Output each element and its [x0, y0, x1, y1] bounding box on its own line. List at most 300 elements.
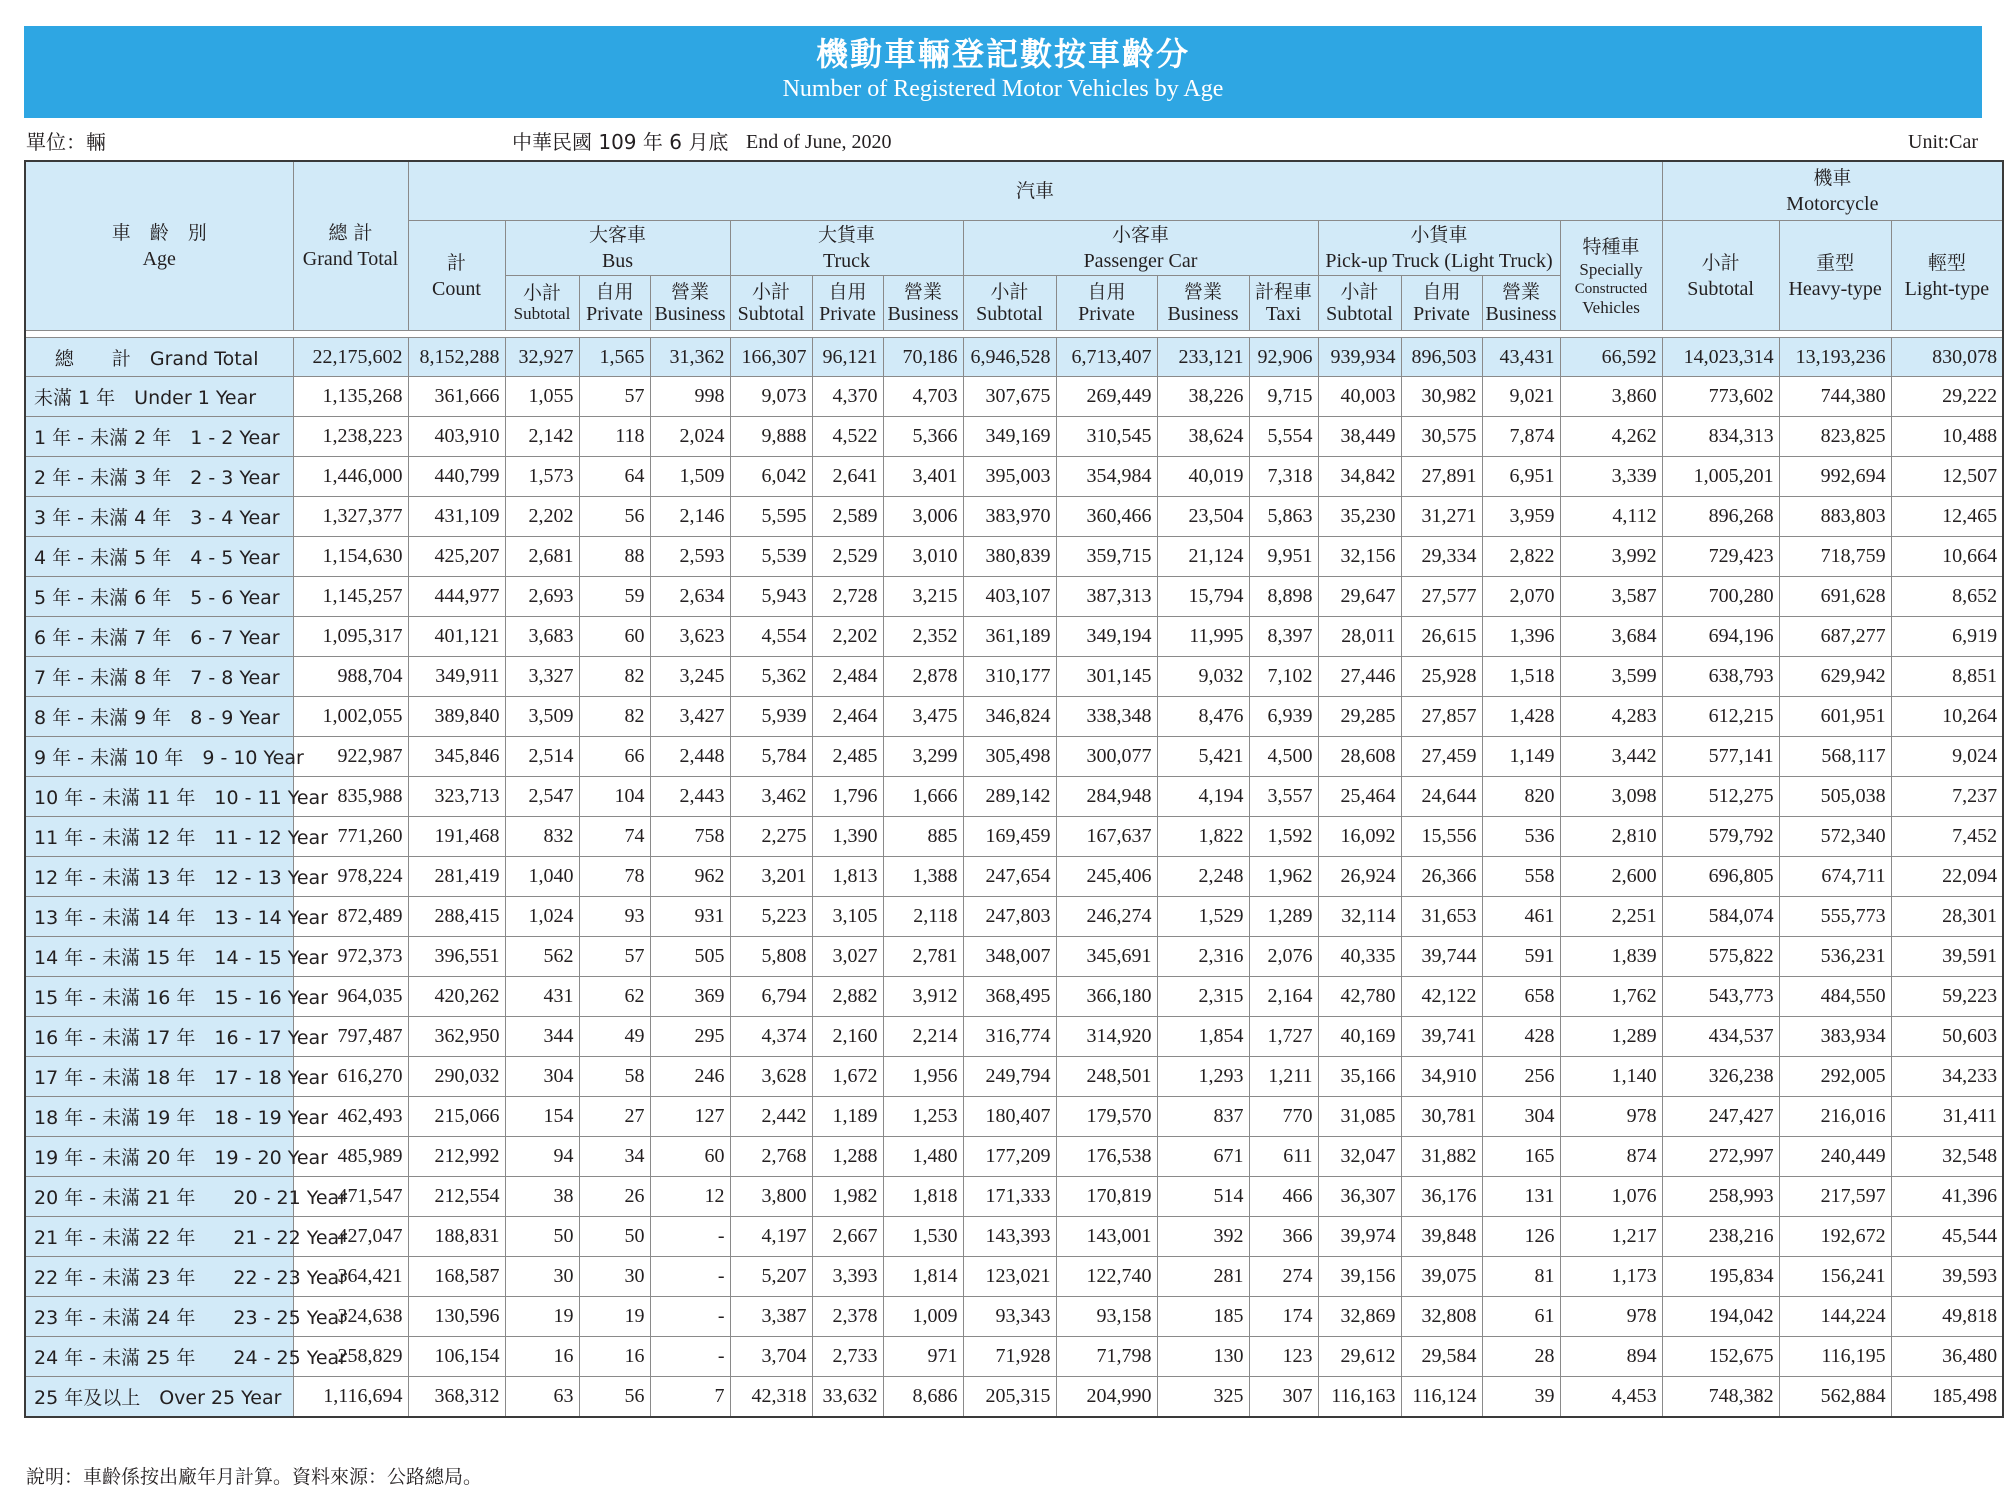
- value-cell: 687,277: [1779, 617, 1891, 657]
- value-cell: 2,024: [650, 417, 730, 457]
- value-cell: 2,681: [505, 537, 579, 577]
- value-cell: 345,691: [1056, 937, 1157, 977]
- value-cell: 170,819: [1056, 1177, 1157, 1217]
- value-cell: 30,982: [1401, 377, 1482, 417]
- age-cell: 11 年 - 未滿 12 年 11 - 12 Year: [25, 817, 293, 857]
- value-cell: 42,780: [1318, 977, 1401, 1017]
- value-cell: 1,480: [883, 1137, 963, 1177]
- value-cell: 2,641: [812, 457, 883, 497]
- value-cell: 348,007: [963, 937, 1056, 977]
- value-cell: 10,664: [1891, 537, 2003, 577]
- value-cell: 32,047: [1318, 1137, 1401, 1177]
- value-cell: 401,121: [408, 617, 505, 657]
- value-cell: 304: [1482, 1097, 1560, 1137]
- header-pickup-private: 自用 Private: [1401, 276, 1482, 331]
- value-cell: 1,592: [1249, 817, 1318, 857]
- value-cell: 31,271: [1401, 497, 1482, 537]
- value-cell: 577,141: [1662, 737, 1779, 777]
- value-cell: 998: [650, 377, 730, 417]
- value-cell: 820: [1482, 777, 1560, 817]
- value-cell: 369: [650, 977, 730, 1017]
- value-cell: 718,759: [1779, 537, 1891, 577]
- age-cell: 19 年 - 未滿 20 年 19 - 20 Year: [25, 1137, 293, 1177]
- value-cell: -: [650, 1217, 730, 1257]
- header-truck-business: 營業 Business: [883, 276, 963, 331]
- table-row: [25, 1137, 2003, 1177]
- value-cell: 2,822: [1482, 537, 1560, 577]
- header-bus: 大客車 Bus: [505, 221, 730, 276]
- value-cell: 24,644: [1401, 777, 1482, 817]
- value-cell: 971: [883, 1337, 963, 1377]
- value-cell: 939,934: [1318, 338, 1401, 377]
- table-row: [25, 577, 2003, 617]
- value-cell: 1,509: [650, 457, 730, 497]
- value-cell: 62: [579, 977, 650, 1017]
- value-cell: 2,781: [883, 937, 963, 977]
- value-cell: 1,289: [1249, 897, 1318, 937]
- value-cell: 16: [505, 1337, 579, 1377]
- value-cell: 35,230: [1318, 497, 1401, 537]
- value-cell: 1,573: [505, 457, 579, 497]
- value-cell: 26: [579, 1177, 650, 1217]
- table-row: [25, 1057, 2003, 1097]
- age-cell: 5 年 - 未滿 6 年 5 - 6 Year: [25, 577, 293, 617]
- value-cell: 274: [1249, 1257, 1318, 1297]
- value-cell: 4,522: [812, 417, 883, 457]
- value-cell: 896,503: [1401, 338, 1482, 377]
- value-cell: 3,427: [650, 697, 730, 737]
- value-cell: 5,366: [883, 417, 963, 457]
- table-row: [25, 617, 2003, 657]
- value-cell: 32,808: [1401, 1297, 1482, 1337]
- value-cell: 27,857: [1401, 697, 1482, 737]
- value-cell: 29,647: [1318, 577, 1401, 617]
- value-cell: 1,009: [883, 1297, 963, 1337]
- value-cell: 34,233: [1891, 1057, 2003, 1097]
- value-cell: 3,587: [1560, 577, 1662, 617]
- header-pickup-subtotal: 小計 Subtotal: [1318, 276, 1401, 331]
- value-cell: 66: [579, 737, 650, 777]
- table-row: [25, 1337, 2003, 1377]
- table-row: [25, 1297, 2003, 1337]
- value-cell: 26,615: [1401, 617, 1482, 657]
- value-cell: 8,652: [1891, 577, 2003, 617]
- value-cell: 167,637: [1056, 817, 1157, 857]
- value-cell: 440,799: [408, 457, 505, 497]
- value-cell: 505: [650, 937, 730, 977]
- value-cell: 116,195: [1779, 1337, 1891, 1377]
- value-cell: 3,339: [1560, 457, 1662, 497]
- value-cell: 2,315: [1157, 977, 1249, 1017]
- value-cell: 368,312: [408, 1377, 505, 1418]
- value-cell: 258,993: [1662, 1177, 1779, 1217]
- value-cell: 2,118: [883, 897, 963, 937]
- value-cell: 8,152,288: [408, 338, 505, 377]
- table-row: [25, 1177, 2003, 1217]
- header-automobile: 汽車: [408, 161, 1662, 221]
- value-cell: 42,122: [1401, 977, 1482, 1017]
- value-cell: 240,449: [1779, 1137, 1891, 1177]
- value-cell: 31,411: [1891, 1097, 2003, 1137]
- value-cell: 3,623: [650, 617, 730, 657]
- value-cell: 56: [579, 497, 650, 537]
- value-cell: 962: [650, 857, 730, 897]
- value-cell: 4,374: [730, 1017, 812, 1057]
- value-cell: 19: [505, 1297, 579, 1337]
- age-cell: 21 年 - 未滿 22 年 21 - 22 Year: [25, 1217, 293, 1257]
- value-cell: 82: [579, 697, 650, 737]
- value-cell: 425,207: [408, 537, 505, 577]
- header-passenger-car: 小客車 Passenger Car: [963, 221, 1318, 276]
- value-cell: 248,501: [1056, 1057, 1157, 1097]
- value-cell: 11,995: [1157, 617, 1249, 657]
- value-cell: 143,393: [963, 1217, 1056, 1257]
- value-cell: 7,237: [1891, 777, 2003, 817]
- unit-zh: 單位：輛: [26, 130, 106, 154]
- age-cell: 16 年 - 未滿 17 年 16 - 17 Year: [25, 1017, 293, 1057]
- value-cell: 562,884: [1779, 1377, 1891, 1418]
- value-cell: 26,924: [1318, 857, 1401, 897]
- value-cell: 2,160: [812, 1017, 883, 1057]
- value-cell: 2,878: [883, 657, 963, 697]
- value-cell: 361,189: [963, 617, 1056, 657]
- value-cell: 194,042: [1662, 1297, 1779, 1337]
- value-cell: 1,956: [883, 1057, 963, 1097]
- value-cell: 82: [579, 657, 650, 697]
- value-cell: 601,951: [1779, 697, 1891, 737]
- value-cell: 258,829: [293, 1337, 408, 1377]
- value-cell: 2,352: [883, 617, 963, 657]
- unit-en: Unit:Car: [1908, 131, 1978, 153]
- value-cell: 658: [1482, 977, 1560, 1017]
- value-cell: 29,285: [1318, 697, 1401, 737]
- value-cell: 555,773: [1779, 897, 1891, 937]
- value-cell: 1,055: [505, 377, 579, 417]
- value-cell: 16: [579, 1337, 650, 1377]
- value-cell: 301,145: [1056, 657, 1157, 697]
- value-cell: 1,002,055: [293, 697, 408, 737]
- value-cell: 28,608: [1318, 737, 1401, 777]
- value-cell: 6,794: [730, 977, 812, 1017]
- value-cell: 562: [505, 937, 579, 977]
- title-en: Number of Registered Motor Vehicles by Age: [782, 76, 1224, 102]
- value-cell: 5,939: [730, 697, 812, 737]
- value-cell: 177,209: [963, 1137, 1056, 1177]
- value-cell: 2,464: [812, 697, 883, 737]
- value-cell: 4,453: [1560, 1377, 1662, 1418]
- value-cell: 36,307: [1318, 1177, 1401, 1217]
- value-cell: 505,038: [1779, 777, 1891, 817]
- value-cell: 168,587: [408, 1257, 505, 1297]
- value-cell: 1,289: [1560, 1017, 1662, 1057]
- header-truck-private: 自用 Private: [812, 276, 883, 331]
- value-cell: 1,145,257: [293, 577, 408, 617]
- value-cell: 872,489: [293, 897, 408, 937]
- value-cell: 389,840: [408, 697, 505, 737]
- value-cell: 34,910: [1401, 1057, 1482, 1097]
- date-zh: 中華民國 109 年 6 月底: [512, 130, 729, 154]
- value-cell: 39,591: [1891, 937, 2003, 977]
- value-cell: 9,073: [730, 377, 812, 417]
- value-cell: 26,366: [1401, 857, 1482, 897]
- age-cell: 23 年 - 未滿 24 年 23 - 25 Year: [25, 1297, 293, 1337]
- value-cell: 2,202: [505, 497, 579, 537]
- value-cell: 3,475: [883, 697, 963, 737]
- value-cell: 3,027: [812, 937, 883, 977]
- value-cell: 2,214: [883, 1017, 963, 1057]
- value-cell: 2,248: [1157, 857, 1249, 897]
- value-cell: 1,854: [1157, 1017, 1249, 1057]
- value-cell: 729,423: [1662, 537, 1779, 577]
- value-cell: 27,577: [1401, 577, 1482, 617]
- value-cell: 269,449: [1056, 377, 1157, 417]
- value-cell: 434,537: [1662, 1017, 1779, 1057]
- value-cell: 3,245: [650, 657, 730, 697]
- value-cell: 188,831: [408, 1217, 505, 1257]
- value-cell: 247,427: [1662, 1097, 1779, 1137]
- value-cell: 29,584: [1401, 1337, 1482, 1377]
- value-cell: 6,939: [1249, 697, 1318, 737]
- header-count: 計 Count: [408, 221, 505, 331]
- value-cell: 70,186: [883, 338, 963, 377]
- value-cell: 2,442: [730, 1097, 812, 1137]
- value-cell: 2,443: [650, 777, 730, 817]
- value-cell: 2,529: [812, 537, 883, 577]
- value-cell: 122,740: [1056, 1257, 1157, 1297]
- value-cell: 29,334: [1401, 537, 1482, 577]
- value-cell: 246: [650, 1057, 730, 1097]
- value-cell: 3,387: [730, 1297, 812, 1337]
- value-cell: 305,498: [963, 737, 1056, 777]
- value-cell: 40,169: [1318, 1017, 1401, 1057]
- value-cell: 978: [1560, 1097, 1662, 1137]
- value-cell: 94: [505, 1137, 579, 1177]
- value-cell: 116,124: [1401, 1377, 1482, 1418]
- age-cell: 14 年 - 未滿 15 年 14 - 15 Year: [25, 937, 293, 977]
- value-cell: 770: [1249, 1097, 1318, 1137]
- value-cell: 233,121: [1157, 338, 1249, 377]
- value-cell: 2,514: [505, 737, 579, 777]
- value-cell: 3,628: [730, 1057, 812, 1097]
- value-cell: 346,824: [963, 697, 1056, 737]
- value-cell: 514: [1157, 1177, 1249, 1217]
- value-cell: 5,554: [1249, 417, 1318, 457]
- value-cell: 4,194: [1157, 777, 1249, 817]
- value-cell: 1,529: [1157, 897, 1249, 937]
- value-cell: 21,124: [1157, 537, 1249, 577]
- value-cell: 3,992: [1560, 537, 1662, 577]
- value-cell: 22,094: [1891, 857, 2003, 897]
- value-cell: 27,459: [1401, 737, 1482, 777]
- value-cell: 3,557: [1249, 777, 1318, 817]
- value-cell: 215,066: [408, 1097, 505, 1137]
- value-cell: 1,005,201: [1662, 457, 1779, 497]
- value-cell: 50: [579, 1217, 650, 1257]
- value-cell: 290,032: [408, 1057, 505, 1097]
- age-cell: 未滿 1 年 Under 1 Year: [25, 377, 293, 417]
- value-cell: 2,164: [1249, 977, 1318, 1017]
- value-cell: 512,275: [1662, 777, 1779, 817]
- value-cell: 28,301: [1891, 897, 2003, 937]
- table-row: [25, 817, 2003, 857]
- value-cell: 575,822: [1662, 937, 1779, 977]
- value-cell: 3,704: [730, 1337, 812, 1377]
- value-cell: 691,628: [1779, 577, 1891, 617]
- value-cell: 744,380: [1779, 377, 1891, 417]
- value-cell: 1,796: [812, 777, 883, 817]
- value-cell: 300,077: [1056, 737, 1157, 777]
- value-cell: 143,001: [1056, 1217, 1157, 1257]
- header-bus-subtotal: 小計 Subtotal: [505, 276, 579, 331]
- value-cell: 43,431: [1482, 338, 1560, 377]
- age-cell: 3 年 - 未滿 4 年 3 - 4 Year: [25, 497, 293, 537]
- value-cell: 2,728: [812, 577, 883, 617]
- value-cell: 93,158: [1056, 1297, 1157, 1337]
- value-cell: 71,928: [963, 1337, 1056, 1377]
- value-cell: 1,189: [812, 1097, 883, 1137]
- value-cell: 8,898: [1249, 577, 1318, 617]
- value-cell: 5,223: [730, 897, 812, 937]
- value-cell: 1,040: [505, 857, 579, 897]
- value-cell: 978,224: [293, 857, 408, 897]
- value-cell: 23,504: [1157, 497, 1249, 537]
- value-cell: 1,814: [883, 1257, 963, 1297]
- value-cell: 485,989: [293, 1137, 408, 1177]
- value-cell: 32,869: [1318, 1297, 1401, 1337]
- value-cell: 29,222: [1891, 377, 2003, 417]
- value-cell: 694,196: [1662, 617, 1779, 657]
- value-cell: 1,565: [579, 338, 650, 377]
- value-cell: 45,544: [1891, 1217, 2003, 1257]
- value-cell: 169,459: [963, 817, 1056, 857]
- value-cell: 427,047: [293, 1217, 408, 1257]
- age-cell: 18 年 - 未滿 19 年 18 - 19 Year: [25, 1097, 293, 1137]
- value-cell: 288,415: [408, 897, 505, 937]
- value-cell: 12: [650, 1177, 730, 1217]
- value-cell: 59: [579, 577, 650, 617]
- value-cell: 616,270: [293, 1057, 408, 1097]
- value-cell: 403,910: [408, 417, 505, 457]
- value-cell: 195,834: [1662, 1257, 1779, 1297]
- value-cell: 1,154,630: [293, 537, 408, 577]
- value-cell: 310,545: [1056, 417, 1157, 457]
- header-truck: 大貨車 Truck: [730, 221, 963, 276]
- age-cell: 15 年 - 未滿 16 年 15 - 16 Year: [25, 977, 293, 1017]
- date-en: End of June, 2020: [746, 131, 892, 153]
- value-cell: 127: [650, 1097, 730, 1137]
- header-pickup-truck: 小貨車 Pick-up Truck (Light Truck): [1318, 221, 1560, 276]
- table-body: [25, 331, 2003, 1418]
- value-cell: 3,327: [505, 657, 579, 697]
- value-cell: 27,446: [1318, 657, 1401, 697]
- value-cell: 41,396: [1891, 1177, 2003, 1217]
- value-cell: 32,114: [1318, 897, 1401, 937]
- value-cell: 1,530: [883, 1217, 963, 1257]
- value-cell: 292,005: [1779, 1057, 1891, 1097]
- value-cell: 31,085: [1318, 1097, 1401, 1137]
- value-cell: 2,275: [730, 817, 812, 857]
- value-cell: 3,299: [883, 737, 963, 777]
- value-cell: 30,781: [1401, 1097, 1482, 1137]
- value-cell: 212,992: [408, 1137, 505, 1177]
- value-cell: 165: [1482, 1137, 1560, 1177]
- age-cell: 總 計 Grand Total: [25, 338, 293, 377]
- value-cell: 354,984: [1056, 457, 1157, 497]
- value-cell: 40,019: [1157, 457, 1249, 497]
- value-cell: 4,112: [1560, 497, 1662, 537]
- header-passenger-business: 營業 Business: [1157, 276, 1249, 331]
- value-cell: 431,109: [408, 497, 505, 537]
- value-cell: 256: [1482, 1057, 1560, 1097]
- value-cell: 238,216: [1662, 1217, 1779, 1257]
- value-cell: 40,003: [1318, 377, 1401, 417]
- value-cell: 93: [579, 897, 650, 937]
- value-cell: 1,149: [1482, 737, 1560, 777]
- value-cell: 63: [505, 1377, 579, 1418]
- value-cell: 59,223: [1891, 977, 2003, 1017]
- value-cell: 204,990: [1056, 1377, 1157, 1418]
- age-cell: 1 年 - 未滿 2 年 1 - 2 Year: [25, 417, 293, 457]
- value-cell: 281,419: [408, 857, 505, 897]
- value-cell: 123: [1249, 1337, 1318, 1377]
- value-cell: 289,142: [963, 777, 1056, 817]
- value-cell: 16,092: [1318, 817, 1401, 857]
- value-cell: 78: [579, 857, 650, 897]
- value-cell: 38: [505, 1177, 579, 1217]
- value-cell: 1,813: [812, 857, 883, 897]
- value-cell: 4,370: [812, 377, 883, 417]
- value-cell: 338,348: [1056, 697, 1157, 737]
- value-cell: 64: [579, 457, 650, 497]
- value-cell: 246,274: [1056, 897, 1157, 937]
- value-cell: 359,715: [1056, 537, 1157, 577]
- value-cell: 462,493: [293, 1097, 408, 1137]
- value-cell: 366,180: [1056, 977, 1157, 1017]
- value-cell: 349,169: [963, 417, 1056, 457]
- value-cell: 874: [1560, 1137, 1662, 1177]
- footnote: 說明：車齡係按出廠年月計算。資料來源：公路總局。: [26, 1466, 483, 1488]
- value-cell: 57: [579, 937, 650, 977]
- value-cell: 387,313: [1056, 577, 1157, 617]
- value-cell: 835,988: [293, 777, 408, 817]
- table-row: [25, 1017, 2003, 1057]
- value-cell: 1,288: [812, 1137, 883, 1177]
- header-moto-heavy: 重型 Heavy-type: [1779, 221, 1891, 331]
- value-cell: 34,842: [1318, 457, 1401, 497]
- header-bus-business: 營業 Business: [650, 276, 730, 331]
- header-passenger-private: 自用 Private: [1056, 276, 1157, 331]
- value-cell: 39,741: [1401, 1017, 1482, 1057]
- value-cell: 8,397: [1249, 617, 1318, 657]
- header-grand-total: 總 計 Grand Total: [293, 161, 408, 331]
- value-cell: 12,507: [1891, 457, 2003, 497]
- value-cell: 156,241: [1779, 1257, 1891, 1297]
- value-cell: 152,675: [1662, 1337, 1779, 1377]
- value-cell: 126: [1482, 1217, 1560, 1257]
- value-cell: 6,042: [730, 457, 812, 497]
- value-cell: 5,207: [730, 1257, 812, 1297]
- value-cell: 31,882: [1401, 1137, 1482, 1177]
- value-cell: 34: [579, 1137, 650, 1177]
- value-cell: 249,794: [963, 1057, 1056, 1097]
- value-cell: 5,421: [1157, 737, 1249, 777]
- value-cell: 3,800: [730, 1177, 812, 1217]
- value-cell: 4,197: [730, 1217, 812, 1257]
- value-cell: 3,098: [1560, 777, 1662, 817]
- value-cell: 27,891: [1401, 457, 1482, 497]
- value-cell: 349,194: [1056, 617, 1157, 657]
- value-cell: 31,653: [1401, 897, 1482, 937]
